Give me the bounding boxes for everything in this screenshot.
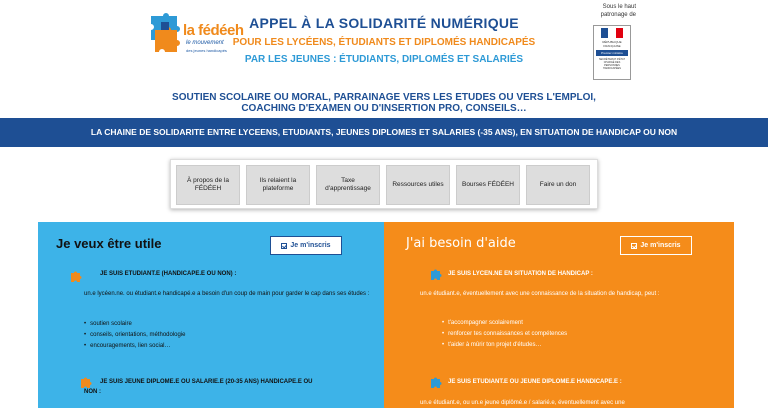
patronage-sec: SECRÉTARIAT D'ÉTAT CHARGÉ DES PERSONNES HANDICAPÉES (598, 58, 626, 70)
list-item: • soutien scolaire (84, 319, 186, 330)
volunteer-graduate-heading-line2: NON : (84, 389, 101, 395)
list-item: • encouragements, lien social… (84, 341, 186, 352)
puzzle-piece-icon (430, 268, 442, 280)
volunteer-student-text: un.e lycéen.ne. ou étudiant.e handicapé.e a besoin d'un coup de main pour garder le cap dans ses études : (84, 291, 370, 297)
help-highschool-text: un.e étudiant.e, éventuellement avec une connaissance de la situation de handicap, peut : (420, 291, 660, 297)
services-subtitle-line1: SOUTIEN SCOLAIRE OU MORAL, PARRAINAGE VERS LES ETUDES OU VERS L'EMPLOI, (172, 92, 596, 103)
volunteer-title: Je veux être utile (56, 236, 162, 251)
nav-item-scholarships[interactable]: Bourses FÉDÉEH (456, 165, 520, 205)
volunteer-student-heading: JE SUIS ETUDIANT.E (HANDICAPE.E OU NON) : (100, 271, 237, 277)
logo-tagline: le mouvement (186, 40, 224, 46)
logo-text: la fédéeh (183, 22, 244, 39)
volunteer-signup-label: Je m'inscris (290, 242, 331, 249)
puzzle-piece-icon (430, 376, 442, 388)
nav-item-resources[interactable]: Ressources utiles (386, 165, 450, 205)
checkbox-icon (281, 243, 287, 249)
main-nav (170, 159, 598, 209)
puzzle-piece-icon (70, 270, 82, 282)
services-subtitle-line2: COACHING D'EXAMEN OU D'INSERTION PRO, CONSEILS… (241, 103, 527, 114)
help-highschool-list (442, 318, 567, 351)
page-title: APPEL À LA SOLIDARITÉ NUMÉRIQUE (249, 15, 519, 31)
french-flag-icon (601, 28, 623, 38)
puzzle-piece-icon (80, 376, 92, 388)
patronage-label: Sous le haut patronage de (600, 4, 636, 18)
page-subtitle-orange: POUR LES LYCÉENS, ÉTUDIANTS ET DIPLOMÉS HANDICAPÉS (232, 37, 536, 48)
help-signup-button[interactable] (620, 236, 692, 255)
solidarity-banner: LA CHAINE DE SOLIDARITE ENTRE LYCEENS, ETUDIANTS, JEUNES DIPLOMES ET SALARIES (-35 ANS), EN SITUATION DE HANDICAP OU NON (0, 118, 768, 147)
nav-item-donate[interactable]: Faire un don (526, 165, 590, 205)
nav-item-relays[interactable]: Ils relaient la plateforme (246, 165, 310, 205)
services-subtitle (0, 92, 768, 114)
volunteer-signup-button[interactable] (270, 236, 342, 255)
patronage-rep: RÉPUBLIQUE FRANÇAISE (602, 40, 622, 48)
help-panel (384, 222, 734, 408)
nav-item-about[interactable]: À propos de la FÉDÉEH (176, 165, 240, 205)
list-item: • renforcer tes connaissances et compétences (442, 329, 567, 340)
patronage-logo (593, 25, 631, 80)
checkbox-icon (631, 243, 637, 249)
page-subtitle-blue: PAR LES JEUNES : ÉTUDIANTS, DIPLOMÉS ET SALARIÉS (244, 54, 524, 65)
list-item: • t'accompagner scolairement (442, 318, 567, 329)
help-student-text: un.e étudiant.e, ou un.e jeune diplômé.e / salarié.e, éventuellement avec une (420, 400, 625, 406)
volunteer-student-list (84, 319, 186, 352)
list-item: • t'aider à mûrir ton projet d'études… (442, 340, 567, 351)
help-highschool-heading: JE SUIS LYCEN.NE EN SITUATION DE HANDICAP : (448, 271, 593, 277)
volunteer-panel (38, 222, 384, 408)
help-title: J'ai besoin d'aide (406, 236, 516, 251)
patronage-pm: Premier ministre (596, 50, 628, 56)
nav-item-tax[interactable]: Taxe d'apprentissage (316, 165, 380, 205)
help-student-heading: JE SUIS ETUDIANT.E OU JEUNE DIPLOME.E HANDICAPE.E : (448, 379, 622, 385)
list-item: • conseils, orientations, méthodologie (84, 330, 186, 341)
logo-tagline-small: des jeunes handicapés (186, 48, 227, 53)
help-signup-label: Je m'inscris (640, 242, 681, 249)
volunteer-graduate-heading-line1: JE SUIS JEUNE DIPLOME.E OU SALARIE.E (20-35 ANS) HANDICAPE.E OU (100, 379, 313, 385)
